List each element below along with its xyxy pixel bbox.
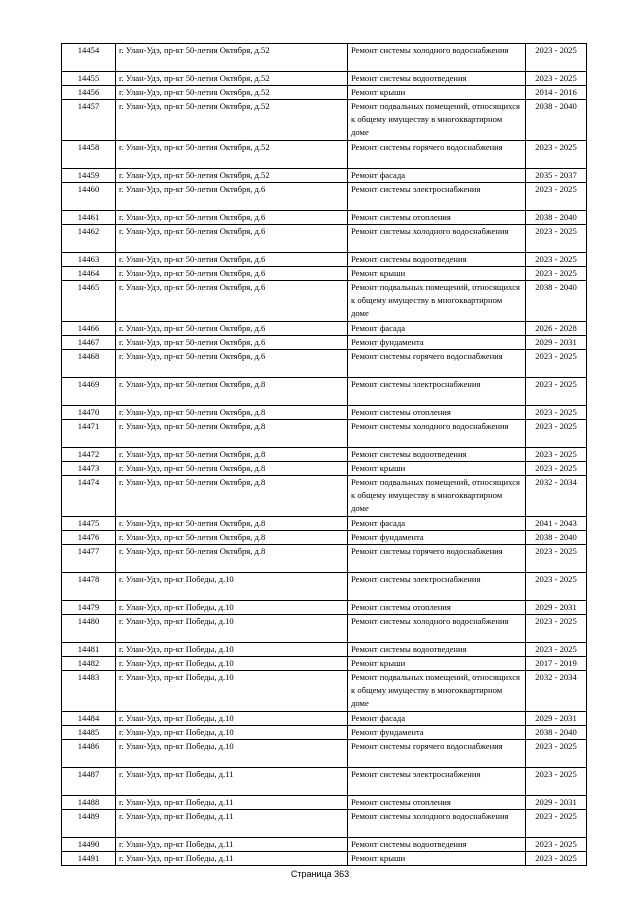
row-address: г. Улан-Удэ, пр-кт Победы, д.11 [116,838,348,852]
row-number: 14474 [62,476,116,517]
row-number: 14487 [62,768,116,796]
row-address: г. Улан-Удэ, пр-кт Победы, д.11 [116,810,348,838]
row-address: г. Улан-Удэ, пр-кт 50-летия Октября, д.52 [116,141,348,169]
row-number: 14475 [62,517,116,531]
table-row [62,225,587,253]
row-work-type: Ремонт подвальных помещений, относящихся к общему имуществу в многоквартирном доме [348,281,526,322]
row-work-type: Ремонт крыши [348,267,526,281]
row-number: 14480 [62,615,116,643]
row-period: 2023 - 2025 [526,462,587,476]
row-period: 2038 - 2040 [526,531,587,545]
row-number: 14485 [62,726,116,740]
row-number: 14461 [62,211,116,225]
row-number: 14463 [62,253,116,267]
row-address: г. Улан-Удэ, пр-кт 50-летия Октября, д.6 [116,281,348,322]
row-period: 2023 - 2025 [526,378,587,406]
row-period: 2029 - 2031 [526,796,587,810]
table-row [62,462,587,476]
row-period: 2023 - 2025 [526,545,587,573]
table-row [62,671,587,712]
row-period: 2023 - 2025 [526,253,587,267]
row-address: г. Улан-Удэ, пр-кт Победы, д.10 [116,726,348,740]
row-number: 14460 [62,183,116,211]
row-period: 2032 - 2034 [526,476,587,517]
row-number: 14454 [62,44,116,72]
row-address: г. Улан-Удэ, пр-кт 50-летия Октября, д.6 [116,183,348,211]
row-work-type: Ремонт фасада [348,517,526,531]
row-period: 2023 - 2025 [526,267,587,281]
row-work-type: Ремонт крыши [348,86,526,100]
row-number: 14462 [62,225,116,253]
row-work-type: Ремонт фундамента [348,336,526,350]
page-number: Страница 363 [290,869,350,879]
table-row [62,420,587,448]
row-work-type: Ремонт системы холодного водоснабжения [348,810,526,838]
table-row [62,322,587,336]
row-address: г. Улан-Удэ, пр-кт 50-летия Октября, д.6 [116,322,348,336]
row-work-type: Ремонт фундамента [348,531,526,545]
row-period: 2038 - 2040 [526,211,587,225]
row-address: г. Улан-Удэ, пр-кт 50-летия Октября, д.8 [116,476,348,517]
row-work-type: Ремонт системы отопления [348,796,526,810]
table-row [62,448,587,462]
row-number: 14486 [62,740,116,768]
row-number: 14488 [62,796,116,810]
row-address: г. Улан-Удэ, пр-кт 50-летия Октября, д.52 [116,86,348,100]
row-number: 14484 [62,712,116,726]
row-period: 2023 - 2025 [526,141,587,169]
row-period: 2023 - 2025 [526,420,587,448]
row-period: 2023 - 2025 [526,225,587,253]
row-work-type: Ремонт фасада [348,322,526,336]
row-number: 14456 [62,86,116,100]
row-number: 14457 [62,100,116,141]
table-row [62,86,587,100]
row-number: 14483 [62,671,116,712]
row-address: г. Улан-Удэ, пр-кт 50-летия Октября, д.6 [116,225,348,253]
row-period: 2023 - 2025 [526,615,587,643]
table-row [62,100,587,141]
row-number: 14469 [62,378,116,406]
row-address: г. Улан-Удэ, пр-кт Победы, д.10 [116,643,348,657]
row-number: 14489 [62,810,116,838]
row-work-type: Ремонт подвальных помещений, относящихся к общему имуществу в многоквартирном доме [348,671,526,712]
row-address: г. Улан-Удэ, пр-кт 50-летия Октября, д.8 [116,406,348,420]
row-number: 14481 [62,643,116,657]
table-row [62,726,587,740]
table-row [62,657,587,671]
row-number: 14477 [62,545,116,573]
table-row [62,141,587,169]
table-row [62,281,587,322]
row-work-type: Ремонт системы отопления [348,601,526,615]
table-row [62,838,587,852]
row-work-type: Ремонт крыши [348,462,526,476]
table-row [62,712,587,726]
row-period: 2017 - 2019 [526,657,587,671]
row-number: 14466 [62,322,116,336]
row-number: 14490 [62,838,116,852]
table-row [62,350,587,378]
row-number: 14465 [62,281,116,322]
row-address: г. Улан-Удэ, пр-кт 50-летия Октября, д.8 [116,545,348,573]
table-row [62,601,587,615]
row-period: 2035 - 2037 [526,169,587,183]
row-work-type: Ремонт крыши [348,657,526,671]
row-period: 2038 - 2040 [526,726,587,740]
table-row [62,183,587,211]
row-address: г. Улан-Удэ, пр-кт 50-летия Октября, д.52 [116,72,348,86]
row-period: 2038 - 2040 [526,100,587,141]
row-work-type: Ремонт системы водоотведения [348,643,526,657]
row-work-type: Ремонт системы электроснабжения [348,183,526,211]
row-address: г. Улан-Удэ, пр-кт Победы, д.10 [116,740,348,768]
row-work-type: Ремонт системы водоотведения [348,448,526,462]
row-number: 14472 [62,448,116,462]
table-row [62,810,587,838]
table-row [62,378,587,406]
table-row [62,852,587,866]
row-period: 2023 - 2025 [526,740,587,768]
row-period: 2023 - 2025 [526,852,587,866]
row-number: 14458 [62,141,116,169]
row-address: г. Улан-Удэ, пр-кт 50-летия Октября, д.8 [116,378,348,406]
row-work-type: Ремонт фасада [348,712,526,726]
row-number: 14471 [62,420,116,448]
row-address: г. Улан-Удэ, пр-кт Победы, д.10 [116,573,348,601]
row-address: г. Улан-Удэ, пр-кт Победы, д.10 [116,712,348,726]
table-row [62,615,587,643]
row-address: г. Улан-Удэ, пр-кт 50-летия Октября, д.6 [116,253,348,267]
row-number: 14482 [62,657,116,671]
row-period: 2038 - 2040 [526,281,587,322]
table-row [62,573,587,601]
row-address: г. Улан-Удэ, пр-кт 50-летия Октября, д.52 [116,100,348,141]
row-period: 2023 - 2025 [526,810,587,838]
row-address: г. Улан-Удэ, пр-кт Победы, д.10 [116,671,348,712]
table-row [62,336,587,350]
table-row [62,253,587,267]
row-work-type: Ремонт системы водоотведения [348,72,526,86]
row-period: 2026 - 2028 [526,322,587,336]
row-work-type: Ремонт системы электроснабжения [348,378,526,406]
row-address: г. Улан-Удэ, пр-кт 50-летия Октября, д.8 [116,420,348,448]
table-row [62,545,587,573]
table-row [62,211,587,225]
row-address: г. Улан-Удэ, пр-кт 50-летия Октября, д.8 [116,462,348,476]
row-address: г. Улан-Удэ, пр-кт 50-летия Октября, д.8 [116,531,348,545]
row-number: 14479 [62,601,116,615]
row-work-type: Ремонт системы электроснабжения [348,768,526,796]
row-address: г. Улан-Удэ, пр-кт Победы, д.11 [116,796,348,810]
row-work-type: Ремонт системы водоотведения [348,253,526,267]
table-row [62,517,587,531]
table-row [62,44,587,72]
row-work-type: Ремонт фундамента [348,726,526,740]
row-work-type: Ремонт системы электроснабжения [348,573,526,601]
row-number: 14455 [62,72,116,86]
row-work-type: Ремонт системы холодного водоснабжения [348,44,526,72]
row-address: г. Улан-Удэ, пр-кт Победы, д.10 [116,657,348,671]
row-address: г. Улан-Удэ, пр-кт 50-летия Октября, д.8 [116,517,348,531]
row-number: 14468 [62,350,116,378]
row-period: 2023 - 2025 [526,448,587,462]
row-period: 2023 - 2025 [526,72,587,86]
row-work-type: Ремонт подвальных помещений, относящихся к общему имуществу в многоквартирном доме [348,100,526,141]
row-period: 2014 - 2016 [526,86,587,100]
table-row [62,406,587,420]
row-work-type: Ремонт системы горячего водоснабжения [348,141,526,169]
row-work-type: Ремонт системы горячего водоснабжения [348,545,526,573]
row-period: 2023 - 2025 [526,350,587,378]
row-work-type: Ремонт системы холодного водоснабжения [348,420,526,448]
row-address: г. Улан-Удэ, пр-кт 50-летия Октября, д.52 [116,169,348,183]
row-period: 2023 - 2025 [526,643,587,657]
row-number: 14473 [62,462,116,476]
row-period: 2023 - 2025 [526,573,587,601]
table-row [62,169,587,183]
row-period: 2029 - 2031 [526,336,587,350]
row-period: 2029 - 2031 [526,601,587,615]
table-row [62,476,587,517]
row-work-type: Ремонт системы холодного водоснабжения [348,225,526,253]
row-period: 2023 - 2025 [526,183,587,211]
row-number: 14464 [62,267,116,281]
row-period: 2041 - 2043 [526,517,587,531]
row-address: г. Улан-Удэ, пр-кт Победы, д.10 [116,615,348,643]
table-row [62,531,587,545]
row-address: г. Улан-Удэ, пр-кт 50-летия Октября, д.6 [116,350,348,378]
row-work-type: Ремонт системы горячего водоснабжения [348,740,526,768]
row-period: 2023 - 2025 [526,406,587,420]
table-row [62,740,587,768]
row-number: 14476 [62,531,116,545]
row-work-type: Ремонт системы отопления [348,406,526,420]
row-number: 14470 [62,406,116,420]
row-work-type: Ремонт системы водоотведения [348,838,526,852]
row-address: г. Улан-Удэ, пр-кт 50-летия Октября, д.8 [116,448,348,462]
row-address: г. Улан-Удэ, пр-кт 50-летия Октября, д.6 [116,336,348,350]
row-number: 14491 [62,852,116,866]
row-address: г. Улан-Удэ, пр-кт Победы, д.10 [116,601,348,615]
row-address: г. Улан-Удэ, пр-кт 50-летия Октября, д.6 [116,267,348,281]
table-row [62,72,587,86]
row-work-type: Ремонт фасада [348,169,526,183]
table-row [62,796,587,810]
row-address: г. Улан-Удэ, пр-кт Победы, д.11 [116,768,348,796]
row-period: 2023 - 2025 [526,838,587,852]
row-address: г. Улан-Удэ, пр-кт Победы, д.11 [116,852,348,866]
table-row [62,643,587,657]
row-work-type: Ремонт крыши [348,852,526,866]
repair-schedule-table [61,43,587,866]
row-period: 2023 - 2025 [526,44,587,72]
row-work-type: Ремонт системы горячего водоснабжения [348,350,526,378]
table-body [62,44,587,866]
row-work-type: Ремонт системы отопления [348,211,526,225]
row-period: 2023 - 2025 [526,768,587,796]
row-address: г. Улан-Удэ, пр-кт 50-летия Октября, д.6 [116,211,348,225]
table-row [62,267,587,281]
row-number: 14467 [62,336,116,350]
row-number: 14478 [62,573,116,601]
table-row [62,768,587,796]
row-work-type: Ремонт подвальных помещений, относящихся к общему имуществу в многоквартирном доме [348,476,526,517]
row-period: 2032 - 2034 [526,671,587,712]
row-period: 2029 - 2031 [526,712,587,726]
row-address: г. Улан-Удэ, пр-кт 50-летия Октября, д.52 [116,44,348,72]
row-work-type: Ремонт системы холодного водоснабжения [348,615,526,643]
row-number: 14459 [62,169,116,183]
